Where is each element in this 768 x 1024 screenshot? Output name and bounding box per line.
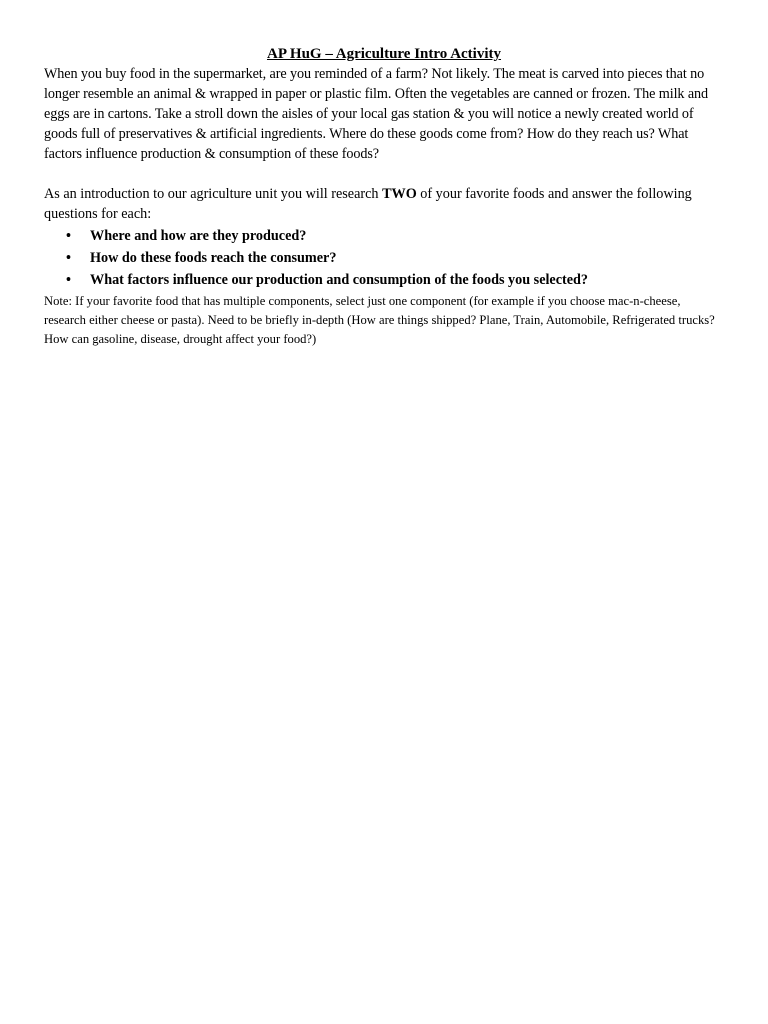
question-text: How do these foods reach the consumer?	[90, 250, 337, 266]
document-page	[44, 44, 724, 349]
intro-paragraph: When you buy food in the supermarket, are you reminded of a farm? Not likely. The meat is carved into pieces that no longer resemble an animal & wrapped in paper or plastic film. Often the vegetables are canned or frozen. The milk and eggs are in cartons. Take a stroll down the aisles of your local gas station & you will notice a newly created world of goods full of preservatives & artificial ingredients. Where do these goods come from? How do they reach us? What factors influence production & consumption of these foods?	[44, 66, 709, 162]
list-item	[66, 248, 724, 268]
instruction-emphasis: TWO	[382, 186, 417, 202]
bullet-icon: •	[66, 228, 71, 244]
list-item	[66, 270, 724, 290]
instruction-paragraph	[44, 184, 724, 224]
instruction-text-before: As an introduction to our agriculture unit you will research	[44, 186, 383, 202]
question-text: Where and how are they produced?	[90, 228, 307, 244]
document-title: AP HuG – Agriculture Intro Activity	[266, 46, 502, 62]
list-item	[66, 226, 724, 246]
bullet-icon: •	[66, 272, 71, 288]
paragraph-spacer	[44, 164, 724, 184]
note-paragraph	[44, 292, 724, 349]
instruction-text-after: of your favorite foods and answer the following questions for each:	[44, 186, 692, 222]
bullet-icon: •	[66, 250, 71, 266]
note-label: Note	[44, 294, 69, 308]
note-text: : If your favorite food that has multiple components, select just one component (for example if you choose mac-n-cheese, research either cheese or pasta). Need to be briefly in-depth (How are things shipped? Plane, Train, Automobile, Refrigerated trucks? How can gasoline, disease, drought affect your food?)	[44, 294, 715, 346]
question-list	[44, 226, 724, 290]
question-text: What factors influence our production and consumption of the foods you selected?	[90, 272, 589, 288]
